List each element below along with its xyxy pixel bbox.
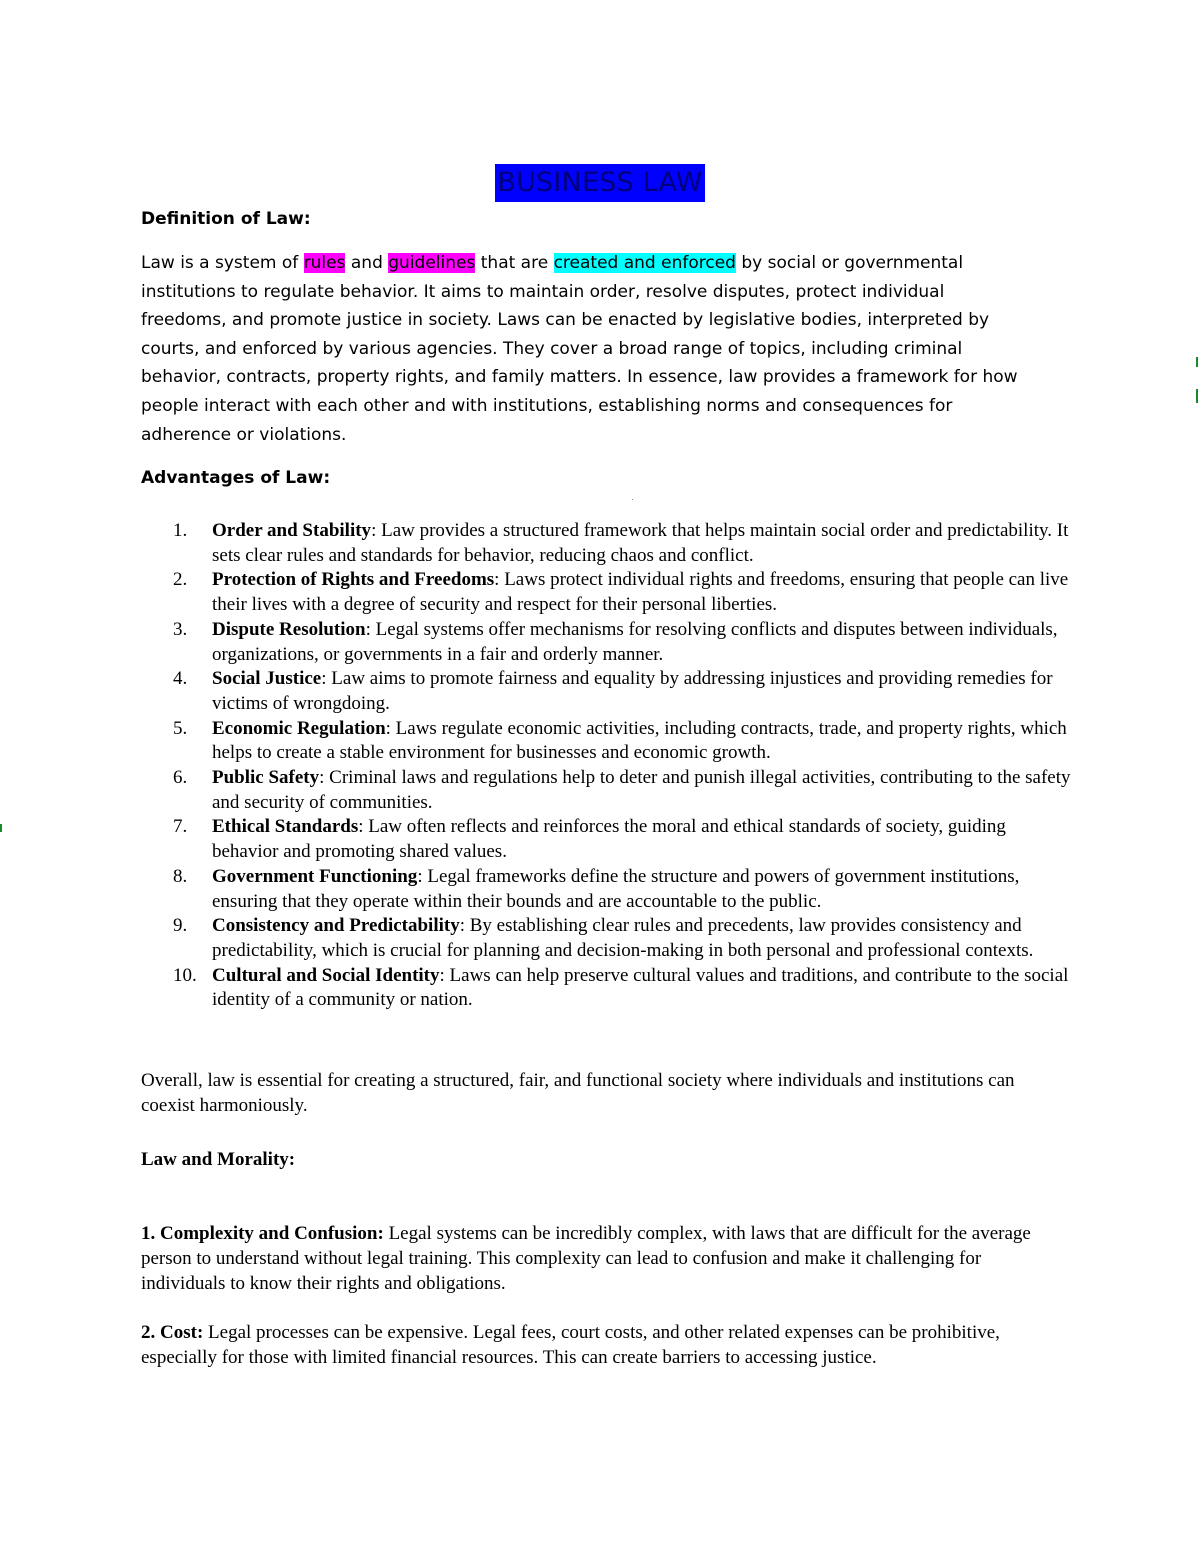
list-item-text: : Laws protect individual rights and freedoms, ensuring that people can live their lives with a degree of security and respect for their personal liberties. bbox=[212, 569, 1069, 616]
morality-point bbox=[141, 1221, 1056, 1296]
definition-text-1: Law is a system of bbox=[141, 253, 304, 273]
definition-text-2: and bbox=[345, 253, 389, 273]
list-item bbox=[141, 964, 1071, 1013]
margin-mark bbox=[1196, 357, 1198, 367]
list-item-term: Order and Stability bbox=[212, 520, 372, 541]
list-item-term: Public Safety bbox=[212, 767, 320, 789]
list-item-number: 9. bbox=[173, 915, 188, 937]
list-item-text: : Laws regulate economic activities, including contracts, trade, and property rights, which helps to create a stable environment for businesses and economic growth. bbox=[212, 717, 1067, 764]
list-item-number: 4. bbox=[173, 668, 188, 690]
list-item-text: : Legal systems offer mechanisms for resolving conflicts and disputes between individuals, organizations, or governments in a fair and orderly manner. bbox=[212, 618, 1058, 665]
list-item bbox=[141, 914, 1071, 963]
list-item-text: : Legal frameworks define the structure and powers of government institutions, ensuring that they operate within their bounds and are accountable to the public. bbox=[212, 865, 1020, 912]
list-item-number: 5. bbox=[173, 717, 188, 739]
list-item bbox=[141, 667, 1071, 716]
margin-mark bbox=[0, 824, 2, 832]
list-item-term: Government Functioning bbox=[212, 865, 418, 887]
definition-text-4: by social or governmental institutions to regulate behavior. It aims to maintain order, resolve disputes, protect individual freedoms, and promote justice in society. Laws can be enacted by legislative bodies, interpreted by courts, and enforced by various agencies. They cover a broad range of topics, including criminal behavior, contracts, property rights, and family matters. In essence, law provides a framework for how people interact with each other and with institutions, establishing norms and consequences for adherence or violations. bbox=[141, 253, 1018, 445]
advantages-list bbox=[141, 519, 1071, 1013]
list-item bbox=[141, 865, 1071, 914]
title-wrap bbox=[0, 164, 1200, 202]
morality-point bbox=[141, 1320, 1031, 1370]
morality-heading: Law and Morality: bbox=[141, 1149, 296, 1170]
list-item-text: : Law often reflects and reinforces the moral and ethical standards of society, guiding behavior and promoting shared values. bbox=[212, 816, 1006, 863]
morality-point-term: 2. Cost: bbox=[141, 1322, 204, 1343]
list-item-text: : By establishing clear rules and precedents, law provides consistency and predictability, which is crucial for planning and decision-making in both personal and professional contexts. bbox=[212, 915, 1034, 961]
stray-dot bbox=[632, 499, 633, 500]
morality-point-term: 1. Complexity and Confusion: bbox=[141, 1223, 384, 1244]
list-item-term: Ethical Standards bbox=[212, 816, 359, 838]
list-item bbox=[141, 815, 1071, 864]
list-item-number: 2. bbox=[173, 569, 188, 591]
list-item-number: 6. bbox=[173, 767, 188, 789]
list-item-text: : Criminal laws and regulations help to deter and punish illegal activities, contributing to the safety and security of communities. bbox=[212, 767, 1071, 813]
definition-paragraph bbox=[141, 249, 1021, 449]
list-item-term: Cultural and Social Identity bbox=[212, 964, 440, 986]
list-item-term: Social Justice bbox=[212, 668, 322, 690]
morality-point-text: Legal systems can be incredibly complex, with laws that are difficult for the average person to understand without legal training. This complexity can lead to confusion and make it challenging for individuals to know their rights and obligations. bbox=[141, 1223, 1031, 1294]
list-item bbox=[141, 717, 1071, 766]
list-item-term: Protection of Rights and Freedoms bbox=[212, 569, 495, 591]
document-title: BUSINESS LAW bbox=[495, 164, 704, 202]
list-item-term: Dispute Resolution bbox=[212, 618, 366, 640]
list-item-text: : Laws can help preserve cultural values and traditions, and contribute to the social identity of a community or nation. bbox=[212, 964, 1069, 1011]
definition-text-3: that are bbox=[475, 253, 554, 273]
morality-point-text: Legal processes can be expensive. Legal fees, court costs, and other related expenses can be prohibitive, especially for those with limited financial resources. This can create barriers to accessing justice. bbox=[141, 1322, 1000, 1368]
list-item-number: 8. bbox=[173, 865, 188, 887]
highlight-rules: rules bbox=[303, 253, 346, 273]
list-item-text: : Law aims to promote fairness and equality by addressing injustices and providing remedies for victims of wrongdoing. bbox=[212, 668, 1053, 714]
highlight-guidelines: guidelines bbox=[388, 253, 476, 273]
list-item-number: 1. bbox=[173, 520, 188, 541]
list-item bbox=[141, 618, 1071, 667]
list-item-term: Consistency and Predictability bbox=[212, 915, 460, 937]
overall-paragraph: Overall, law is essential for creating a structured, fair, and functional society where individuals and institutions can coexist harmoniously. bbox=[141, 1070, 1015, 1116]
list-item bbox=[141, 766, 1071, 815]
list-item-number: 7. bbox=[173, 816, 188, 838]
list-item-term: Economic Regulation bbox=[212, 717, 386, 739]
list-item bbox=[141, 519, 1071, 568]
list-item-number: 10. bbox=[173, 964, 197, 986]
advantages-heading: Advantages of Law: bbox=[141, 468, 331, 488]
list-item-text: : Law provides a structured framework that helps maintain social order and predictability. It sets clear rules and standards for behavior, reducing chaos and conflict. bbox=[212, 520, 1069, 566]
highlight-created-enforced: created and enforced bbox=[553, 253, 736, 273]
margin-mark bbox=[1196, 389, 1198, 403]
list-item-number: 3. bbox=[173, 618, 188, 640]
list-item bbox=[141, 568, 1071, 617]
definition-heading: Definition of Law: bbox=[141, 209, 311, 229]
